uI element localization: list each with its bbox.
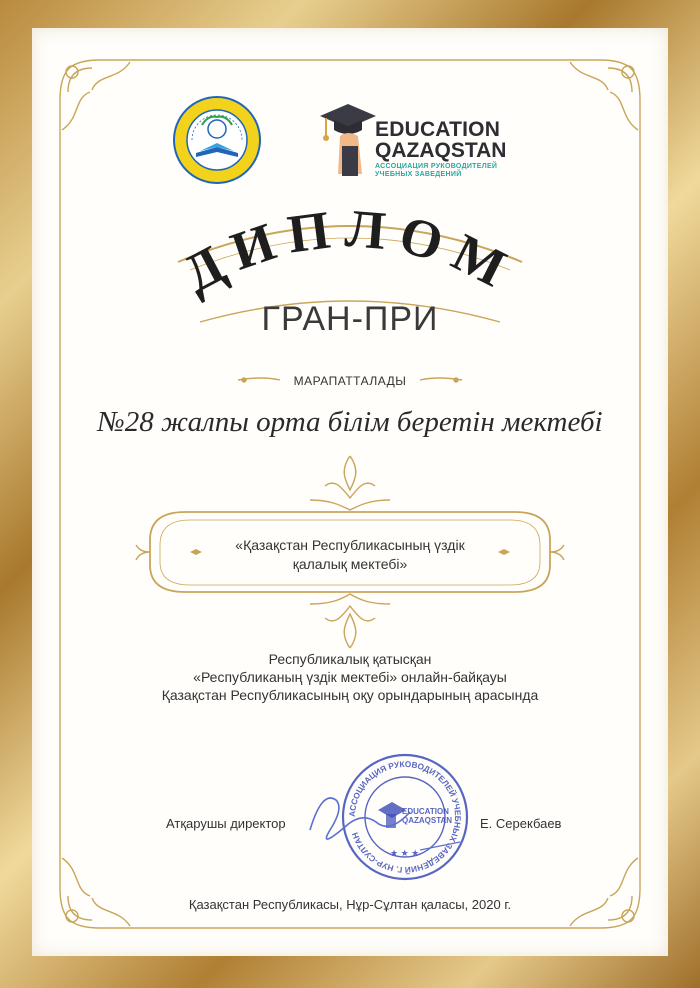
svg-text:QAZAQSTAN: QAZAQSTAN: [402, 816, 453, 825]
description-line2: «Республиканың үздік мектебі» онлайн-байқауы: [193, 669, 507, 685]
signatory-role: Атқарушы директор: [166, 816, 286, 831]
education-logo-subtitle1: АССОЦИАЦИЯ РУКОВОДИТЕЛЕЙ: [375, 163, 498, 170]
recipient-name: №28 жалпы орта білім беретін мектебі: [97, 406, 603, 438]
education-logo-line1: EDUCATION: [375, 118, 501, 141]
awarded-label: МАРАПАТТАЛАДЫ: [293, 374, 407, 388]
stamp-outer-text: АССОЦИАЦИЯ РУКОВОДИТЕЛЕЙ УЧЕБНЫХ ЗАВЕДЕНИЙ Г. НУР-СУЛТАН: [346, 758, 464, 876]
education-logo-line2: QAZAQSTAN: [375, 139, 507, 162]
footer-place-date: Қазақстан Республикасы, Нұр-Сұлтан қаласы, 2020 г.: [188, 897, 512, 912]
svg-text:EDUCATION: EDUCATION: [402, 807, 449, 816]
diploma-title: ДИПЛОМ: [173, 197, 527, 305]
education-logo-subtitle2: УЧЕБНЫХ ЗАВЕДЕНИЙ: [375, 171, 462, 178]
award-title: ГРАН-ПРИ: [261, 300, 439, 338]
description-line1: Республикалық қатысқан: [268, 651, 432, 667]
svg-text:★ ★ ★: ★ ★ ★: [390, 848, 420, 858]
nomination-line1: «Қазақстан Республикасының үздік: [235, 537, 465, 553]
description-line3: Қазақстан Республикасының оқу орындарының арасында: [161, 687, 539, 703]
signatory-name: Е. Серекбаев: [480, 816, 562, 831]
nomination-line2: қалалық мектебі»: [292, 556, 408, 572]
